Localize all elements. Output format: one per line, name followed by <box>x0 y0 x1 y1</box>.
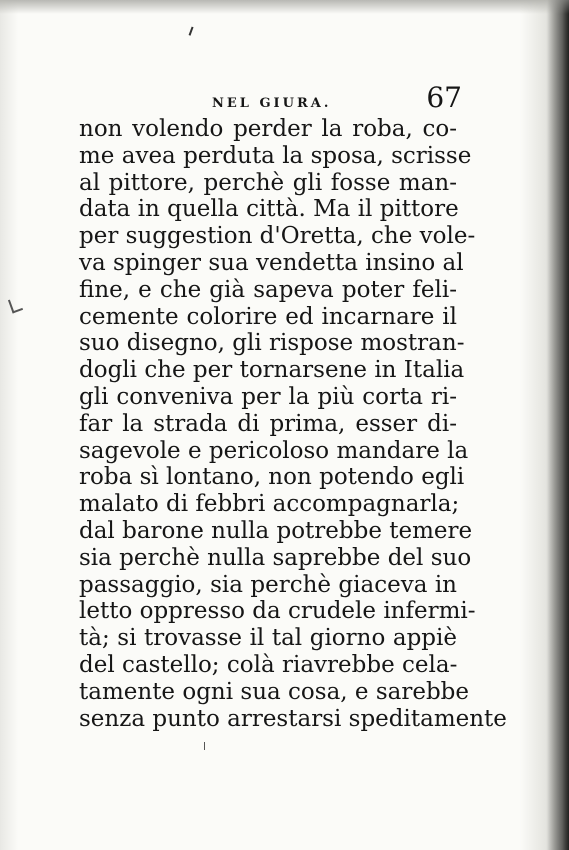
page-number: 67 <box>426 81 462 114</box>
ink-mark-bottom <box>204 742 205 750</box>
text-line: roba sì lontano, non potendo egli <box>79 464 465 491</box>
text-line: sagevole e pericoloso mandare la <box>79 437 469 464</box>
ink-mark-left <box>8 297 23 314</box>
text-line: gli conveniva per la più corta ri- <box>79 383 457 410</box>
text-line: sia perchè nulla saprebbe del suo <box>79 544 472 571</box>
text-line: letto oppresso da crudele infermi- <box>79 598 476 625</box>
text-line: me avea perduta la sposa, scrisse <box>79 142 472 169</box>
text-line: passaggio, sia perchè giaceva in <box>79 571 457 598</box>
text-line: dal barone nulla potrebbe temere <box>79 517 473 544</box>
body-text <box>79 116 507 732</box>
text-line: per suggestion d'Oretta, che vole- <box>79 223 476 250</box>
text-line: senza punto arrestarsi speditamente <box>79 705 507 732</box>
text-line: non volendo perder la roba, co- <box>79 116 457 142</box>
text-line: va spinger sua vendetta insino al <box>79 249 464 276</box>
text-line: del castello; colà riavrebbe cela- <box>79 651 458 678</box>
text-line: al pittore, perchè gli fosse man- <box>79 169 457 196</box>
text-line: suo disegno, gli rispose mostran- <box>79 330 465 357</box>
text-line: tamente ogni sua cosa, e sarebbe <box>79 678 470 705</box>
text-line: malato di febbri accompagnarla; <box>79 491 460 518</box>
text-line: tà; si trovasse il tal giorno appiè <box>79 625 457 652</box>
text-line: cemente colorire ed incarnare il <box>79 303 457 330</box>
ink-mark-top <box>189 27 196 37</box>
spine-shadow <box>547 0 569 850</box>
text-line: data in quella città. Ma il pittore <box>79 196 459 223</box>
page-header <box>80 81 462 120</box>
running-title: NEL GIURA. <box>212 96 332 111</box>
text-line: far la strada di prima, esser di- <box>79 410 457 437</box>
text-line: fine, e che già sapeva poter feli- <box>79 276 457 303</box>
text-line: dogli che per tornarsene in Italia <box>79 357 465 384</box>
top-paper-shadow <box>0 0 569 14</box>
